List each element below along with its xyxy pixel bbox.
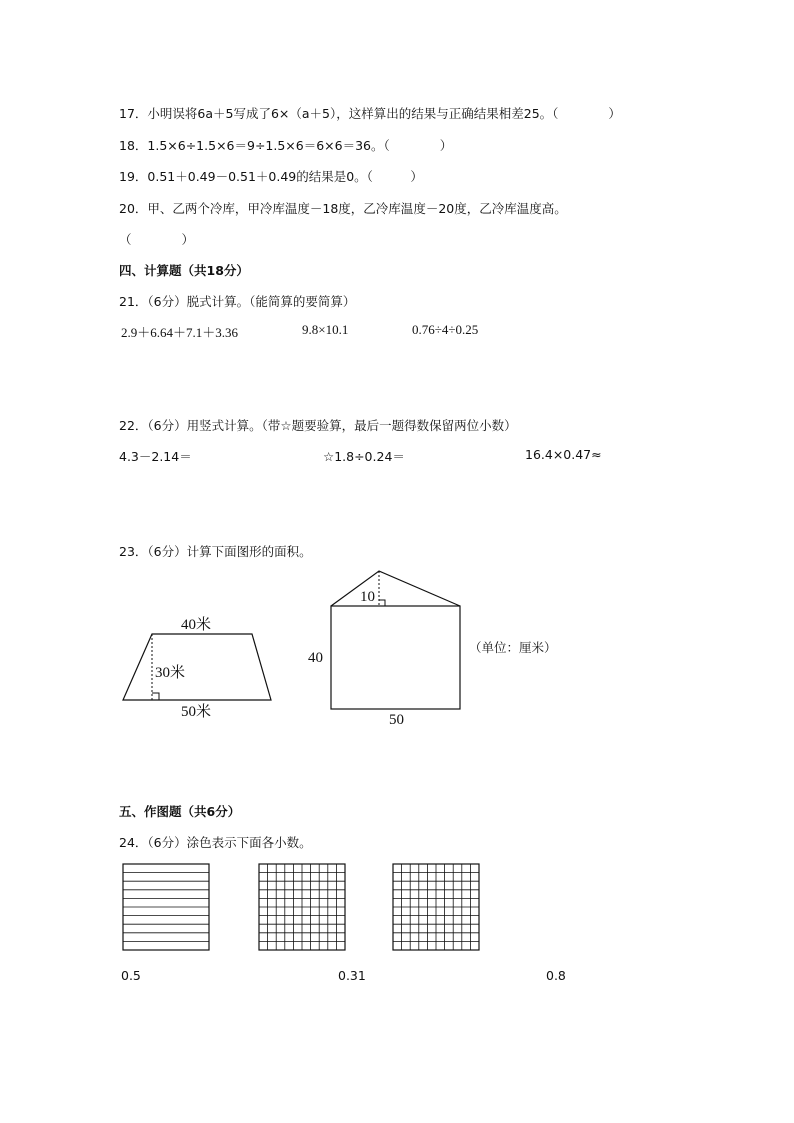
question-23: 23．（6分）计算下面图形的面积。: [119, 544, 312, 559]
section-4-title: 四、计算题（共18分）: [119, 263, 249, 278]
q22-expression-3: 16.4×0.47≈: [525, 447, 602, 462]
q21-expression-2: 9.8×10.1: [302, 322, 349, 337]
q22-expression-1: 4.3－2.14＝: [119, 449, 192, 464]
rectangle-shape: [331, 606, 460, 709]
rectangle-base-label: 50: [389, 712, 404, 728]
unit-note: （单位：厘米）: [469, 640, 557, 655]
question-20: 20．甲、乙两个冷库，甲冷库温度－18度，乙冷库温度－20度，乙冷库温度高。: [119, 201, 567, 216]
section-5-title: 五、作图题（共6分）: [119, 804, 241, 819]
question-17: 17．小明误将6a＋5写成了6×（a＋5），这样算出的结果与正确结果相差25。（ ）: [119, 106, 621, 121]
trapezoid-shape: [123, 634, 271, 700]
grid-label-1: 0.5: [121, 968, 141, 983]
question-19: 19．0.51＋0.49－0.51＋0.49的结果是0。（ ）: [119, 169, 423, 184]
triangle-shape: [331, 571, 460, 606]
question-21: 21．（6分）脱式计算。（能简算的要简算）: [119, 294, 356, 309]
question-20-answer-blank: （ ）: [119, 232, 195, 247]
triangle-height-label: 10: [360, 589, 375, 605]
square-grid-hundredths-2[interactable]: [393, 864, 479, 950]
triangle-right-angle-mark: [379, 600, 385, 606]
trapezoid-top-label: 40米: [181, 617, 212, 633]
question-22: 22．（6分）用竖式计算。（带☆题要验算，最后一题得数保留两位小数）: [119, 418, 517, 433]
grid-label-3: 0.8: [546, 968, 566, 983]
grid-label-2: 0.31: [338, 968, 366, 983]
trapezoid-right-angle-mark: [152, 693, 159, 700]
decimal-grids: [123, 864, 479, 950]
q21-expression-1: 2.9＋6.64＋7.1＋3.36: [121, 325, 239, 340]
question-18: 18．1.5×6÷1.5×6＝9÷1.5×6＝6×6＝36。（ ）: [119, 138, 453, 153]
rectangle-side-label: 40: [308, 650, 323, 666]
strip-grid-tenths[interactable]: [123, 864, 209, 950]
q21-expression-3: 0.76÷4÷0.25: [412, 322, 479, 337]
trapezoid-bottom-label: 50米: [181, 704, 212, 720]
trapezoid-figure: [123, 616, 271, 720]
question-24: 24．（6分）涂色表示下面各小数。: [119, 835, 312, 850]
trapezoid-height-label: 30米: [155, 665, 186, 681]
composite-figure: [308, 571, 460, 728]
q22-expression-2: ☆1.8÷0.24＝: [323, 449, 405, 464]
square-grid-hundredths-1[interactable]: [259, 864, 345, 950]
